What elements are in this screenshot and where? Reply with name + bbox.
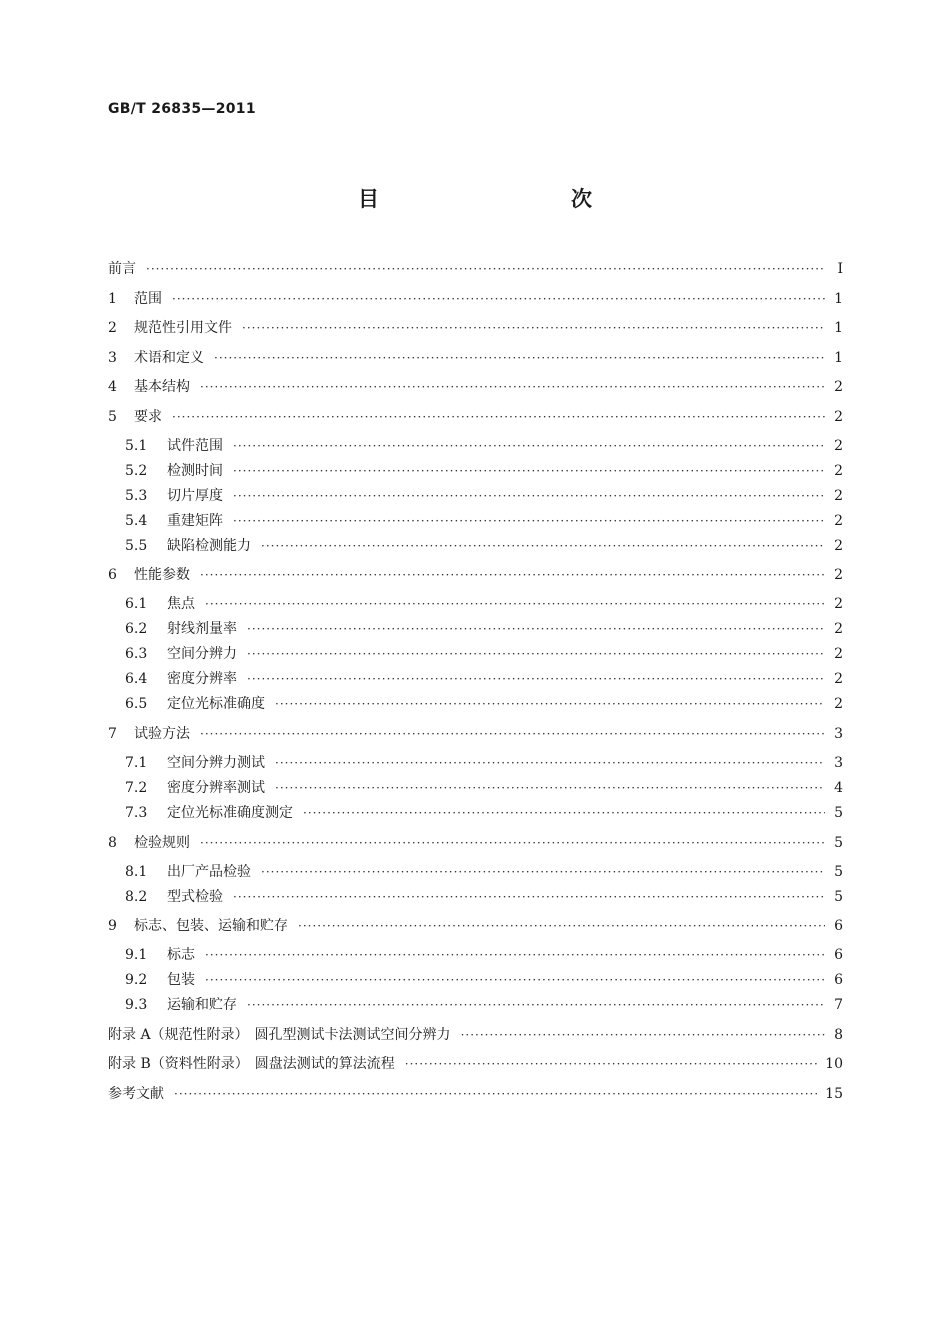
toc-entry-title: 密度分辨率测试 bbox=[167, 780, 265, 796]
toc-leader-dots bbox=[275, 777, 825, 799]
toc-leader-dots bbox=[247, 994, 825, 1016]
toc-entry-title: 前言 bbox=[108, 261, 136, 277]
toc-entry-title: 试件范围 bbox=[167, 438, 223, 454]
toc-leader-dots bbox=[233, 435, 825, 457]
toc-entry-page: 1 bbox=[834, 350, 843, 366]
toc-entry-page: 2 bbox=[834, 696, 843, 712]
toc-entry-number: 4 bbox=[108, 379, 117, 395]
toc-entry[interactable] bbox=[125, 944, 843, 966]
toc-entry-page: Ⅰ bbox=[837, 261, 843, 277]
toc-leader-dots bbox=[200, 564, 825, 586]
toc-entry[interactable] bbox=[108, 915, 843, 937]
toc-entry-title: 定位光标准确度 bbox=[167, 696, 265, 712]
toc-leader-dots bbox=[172, 288, 825, 310]
toc-entry-title: 出厂产品检验 bbox=[167, 864, 251, 880]
toc-leader-dots bbox=[261, 861, 825, 883]
toc-entry-title: 型式检验 bbox=[167, 889, 223, 905]
page-title: 目 次 bbox=[358, 187, 642, 211]
toc-entry-title: 要求 bbox=[134, 409, 162, 425]
toc-leader-dots bbox=[233, 510, 825, 532]
toc-entry-title: 范围 bbox=[134, 291, 162, 307]
toc-entry-number: 5.2 bbox=[125, 463, 148, 479]
toc-entry-number: 2 bbox=[108, 320, 117, 336]
toc-entry-title: 标志、包装、运输和贮存 bbox=[134, 918, 288, 934]
toc-entry[interactable] bbox=[108, 1053, 843, 1075]
toc-entry-page: 5 bbox=[834, 835, 843, 851]
toc-entry[interactable] bbox=[108, 376, 843, 398]
toc-entry-title: 圆孔型测试卡法测试空间分辨力 bbox=[254, 1027, 451, 1043]
toc-entry-number: 9.1 bbox=[125, 947, 148, 963]
toc-entry[interactable] bbox=[125, 643, 843, 665]
toc-entry[interactable] bbox=[125, 618, 843, 640]
toc-entry-number: 7.3 bbox=[125, 805, 148, 821]
toc-entry-title: 规范性引用文件 bbox=[134, 320, 232, 336]
toc-entry-number: 8 bbox=[108, 835, 117, 851]
toc-entry-title: 射线剂量率 bbox=[167, 621, 237, 637]
toc-leader-dots bbox=[172, 406, 825, 428]
toc-entry-number: 5.5 bbox=[125, 538, 148, 554]
toc-entry-title: 运输和贮存 bbox=[167, 997, 237, 1013]
toc-entry[interactable] bbox=[108, 1083, 843, 1105]
toc-entry-title: 切片厚度 bbox=[167, 488, 223, 504]
toc-entry-title: 标志 bbox=[167, 947, 195, 963]
toc-entry-number: 5.4 bbox=[125, 513, 148, 529]
toc-entry[interactable] bbox=[108, 564, 843, 586]
toc-entry-number: 7.2 bbox=[125, 780, 148, 796]
toc-leader-dots bbox=[200, 376, 825, 398]
toc-entry-title: 重建矩阵 bbox=[167, 513, 223, 529]
toc-entry-number: 附录 B（资料性附录） bbox=[108, 1056, 249, 1072]
toc-entry-number: 9.2 bbox=[125, 972, 148, 988]
toc-entry-page: 6 bbox=[834, 918, 843, 934]
toc-leader-dots bbox=[405, 1053, 817, 1075]
toc-leader-dots bbox=[200, 832, 825, 854]
toc-entry-number: 5.3 bbox=[125, 488, 148, 504]
toc-entry-page: 6 bbox=[834, 947, 843, 963]
toc-entry-page: 4 bbox=[834, 780, 843, 796]
toc-entry-page: 1 bbox=[834, 320, 843, 336]
toc-entry-page: 2 bbox=[834, 463, 843, 479]
toc-entry[interactable] bbox=[125, 777, 843, 799]
toc-entry-title: 空间分辨力 bbox=[167, 646, 237, 662]
toc-leader-dots bbox=[205, 944, 825, 966]
toc-entry-number: 1 bbox=[108, 291, 117, 307]
toc-leader-dots bbox=[200, 723, 825, 745]
toc-entry-title: 密度分辨率 bbox=[167, 671, 237, 687]
toc-leader-dots bbox=[298, 915, 825, 937]
toc-entry-number: 6 bbox=[108, 567, 117, 583]
toc-entry-title: 圆盘法测试的算法流程 bbox=[254, 1056, 395, 1072]
toc-entry-number: 6.1 bbox=[125, 596, 148, 612]
toc-entry-number: 附录 A（规范性附录） bbox=[108, 1027, 249, 1043]
toc-entry[interactable] bbox=[108, 723, 843, 745]
toc-entry-page: 2 bbox=[834, 538, 843, 554]
toc-entry-page: 2 bbox=[834, 513, 843, 529]
toc-leader-dots bbox=[275, 752, 825, 774]
toc-entry-number: 8.2 bbox=[125, 889, 148, 905]
toc-leader-dots bbox=[261, 535, 825, 557]
toc-entry-title: 术语和定义 bbox=[134, 350, 204, 366]
toc-entry-page: 3 bbox=[834, 755, 843, 771]
toc-entry-page: 5 bbox=[834, 864, 843, 880]
toc-entry[interactable] bbox=[125, 802, 843, 824]
toc-entry[interactable] bbox=[108, 406, 843, 428]
toc-leader-dots bbox=[146, 258, 825, 280]
toc-entry-page: 2 bbox=[834, 621, 843, 637]
toc-leader-dots bbox=[174, 1083, 817, 1105]
toc-entry-page: 6 bbox=[834, 972, 843, 988]
toc-entry-page: 2 bbox=[834, 438, 843, 454]
toc-entry-title: 检验规则 bbox=[134, 835, 190, 851]
toc-entry-title: 空间分辨力测试 bbox=[167, 755, 265, 771]
toc-entry-page: 3 bbox=[834, 726, 843, 742]
toc-leader-dots bbox=[275, 693, 825, 715]
toc-entry[interactable] bbox=[125, 535, 843, 557]
toc-entry-title: 焦点 bbox=[167, 596, 195, 612]
toc-entry[interactable] bbox=[125, 435, 843, 457]
toc-entry-page: 2 bbox=[834, 488, 843, 504]
toc-entry[interactable] bbox=[125, 861, 843, 883]
toc-entry[interactable] bbox=[125, 752, 843, 774]
toc-entry-page: 2 bbox=[834, 409, 843, 425]
toc-entry-page: 2 bbox=[834, 671, 843, 687]
toc-entry-number: 7.1 bbox=[125, 755, 148, 771]
standard-code: GB/T 26835—2011 bbox=[108, 101, 256, 117]
toc-leader-dots bbox=[233, 485, 825, 507]
toc-entry[interactable] bbox=[125, 969, 843, 991]
toc-entry-page: 8 bbox=[834, 1027, 843, 1043]
toc-entry-page: 2 bbox=[834, 379, 843, 395]
toc-leader-dots bbox=[247, 643, 825, 665]
toc-entry[interactable] bbox=[108, 347, 843, 369]
toc-entry[interactable] bbox=[108, 832, 843, 854]
toc-entry-page: 2 bbox=[834, 567, 843, 583]
toc-entry-page: 7 bbox=[834, 997, 843, 1013]
toc-entry[interactable] bbox=[125, 460, 843, 482]
toc-entry-number: 7 bbox=[108, 726, 117, 742]
toc-entry[interactable] bbox=[108, 317, 843, 339]
toc-entry-page: 1 bbox=[834, 291, 843, 307]
toc-leader-dots bbox=[205, 593, 825, 615]
toc-entry[interactable] bbox=[125, 994, 843, 1016]
toc-entry-page: 2 bbox=[834, 596, 843, 612]
toc-leader-dots bbox=[247, 618, 825, 640]
toc-entry-number: 8.1 bbox=[125, 864, 148, 880]
toc-entry-number: 6.4 bbox=[125, 671, 148, 687]
toc-entry-title: 性能参数 bbox=[134, 567, 190, 583]
toc-entry-title: 试验方法 bbox=[134, 726, 190, 742]
toc-entry[interactable] bbox=[125, 510, 843, 532]
toc-entry-number: 5.1 bbox=[125, 438, 148, 454]
toc-entry-title: 缺陷检测能力 bbox=[167, 538, 251, 554]
toc-entry-title: 定位光标准确度测定 bbox=[167, 805, 293, 821]
toc-entry[interactable] bbox=[125, 485, 843, 507]
toc-entry[interactable] bbox=[125, 668, 843, 690]
toc-entry-title: 包装 bbox=[167, 972, 195, 988]
toc-leader-dots bbox=[205, 969, 825, 991]
toc-entry-title: 基本结构 bbox=[134, 379, 190, 395]
toc-entry[interactable] bbox=[108, 288, 843, 310]
toc-leader-dots bbox=[233, 460, 825, 482]
toc-leader-dots bbox=[247, 668, 825, 690]
toc-leader-dots bbox=[303, 802, 825, 824]
toc-entry-number: 5 bbox=[108, 409, 117, 425]
toc-entry-number: 6.2 bbox=[125, 621, 148, 637]
toc-entry[interactable] bbox=[125, 593, 843, 615]
toc-entry-number: 6.5 bbox=[125, 696, 148, 712]
toc-entry-title: 检测时间 bbox=[167, 463, 223, 479]
toc-entry-page: 5 bbox=[834, 805, 843, 821]
toc-entry[interactable] bbox=[108, 258, 843, 280]
toc-entry-number: 9.3 bbox=[125, 997, 148, 1013]
toc-leader-dots bbox=[214, 347, 825, 369]
toc-entry[interactable] bbox=[125, 693, 843, 715]
toc-entry-title: 参考文献 bbox=[108, 1086, 164, 1102]
toc-leader-dots bbox=[242, 317, 825, 339]
toc-entry-number: 9 bbox=[108, 918, 117, 934]
toc-entry[interactable] bbox=[108, 1024, 843, 1046]
toc-entry-page: 15 bbox=[825, 1086, 843, 1102]
toc-entry-number: 3 bbox=[108, 350, 117, 366]
toc-leader-dots bbox=[461, 1024, 825, 1046]
toc-entry[interactable] bbox=[125, 886, 843, 908]
toc-entry-page: 2 bbox=[834, 646, 843, 662]
toc-entry-page: 10 bbox=[825, 1056, 843, 1072]
toc-entry-page: 5 bbox=[834, 889, 843, 905]
toc-leader-dots bbox=[233, 886, 825, 908]
toc-entry-number: 6.3 bbox=[125, 646, 148, 662]
